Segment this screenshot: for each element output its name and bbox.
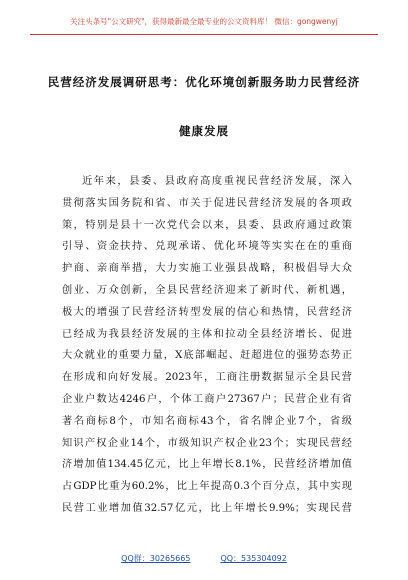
body-line: 近年来，县委、县政府高度重视民营经济发展，深入: [82, 176, 352, 187]
document-title: 民营经济发展调研思考：优化环境创新服务助力民营经济: [47, 75, 361, 89]
body-line: 民营工业增加值32.57亿元，比上年增长9.9%；实现民营: [62, 502, 352, 514]
body-line: 知识产权企业14个，市级知识产权企业23个；实现民营经: [62, 437, 352, 449]
page-footer: [0, 553, 408, 564]
body-line: 极大的增强了民营经济转型发展的信心和热情，民营经济: [62, 306, 352, 318]
qq-contact-link[interactable]: QQ：535304092: [220, 554, 287, 563]
body-line: 大众就业的重要力量，X底部崛起、赶超进位的强势态势正: [62, 350, 352, 362]
body-line: 企业户数达4246户，个体工商户27367户；民营企业有省: [62, 393, 352, 405]
body-text: [62, 171, 352, 520]
body-line: 已经成为我县经济发展的主体和拉动全县经济增长、促进: [62, 328, 352, 340]
page-header-note: 关注头条号"公文研究"，获得最新最全最专业的公文资料库！ 微信：gongwenyj: [70, 17, 338, 26]
body-line: 济增加值134.45亿元，比上年增长8.1%，民营经济增加值: [62, 459, 352, 471]
header-divider: [30, 34, 378, 35]
body-line: 贯彻落实国务院和省、市关于促进民营经济发展的各项政: [62, 197, 352, 209]
body-line: 策，特别是县十一次党代会以来，县委、县政府通过政策: [62, 219, 352, 231]
body-line: 占GDP比重为60.2%，比上年提高0.3个百分点，其中实现: [62, 481, 352, 493]
body-line: 护商、亲商举措，大力实施工业强县战略，积极倡导大众: [62, 263, 352, 275]
qq-group-link[interactable]: QQ群：30265665: [121, 554, 191, 563]
body-line: 创业、万众创新，全县民营经济迎来了新时代、新机遇，: [62, 284, 352, 296]
body-line: 在形成和向好发展。2023年，工商注册数据显示全县民营: [62, 372, 352, 384]
body-line: 著名商标8个，市知名商标43个，省名牌企业7个，省级: [62, 415, 352, 427]
document-title-continued: 健康发展: [179, 124, 229, 138]
body-line: 引导、资金扶持、兑现承诺、优化环境等实实在在的重商: [62, 241, 352, 253]
